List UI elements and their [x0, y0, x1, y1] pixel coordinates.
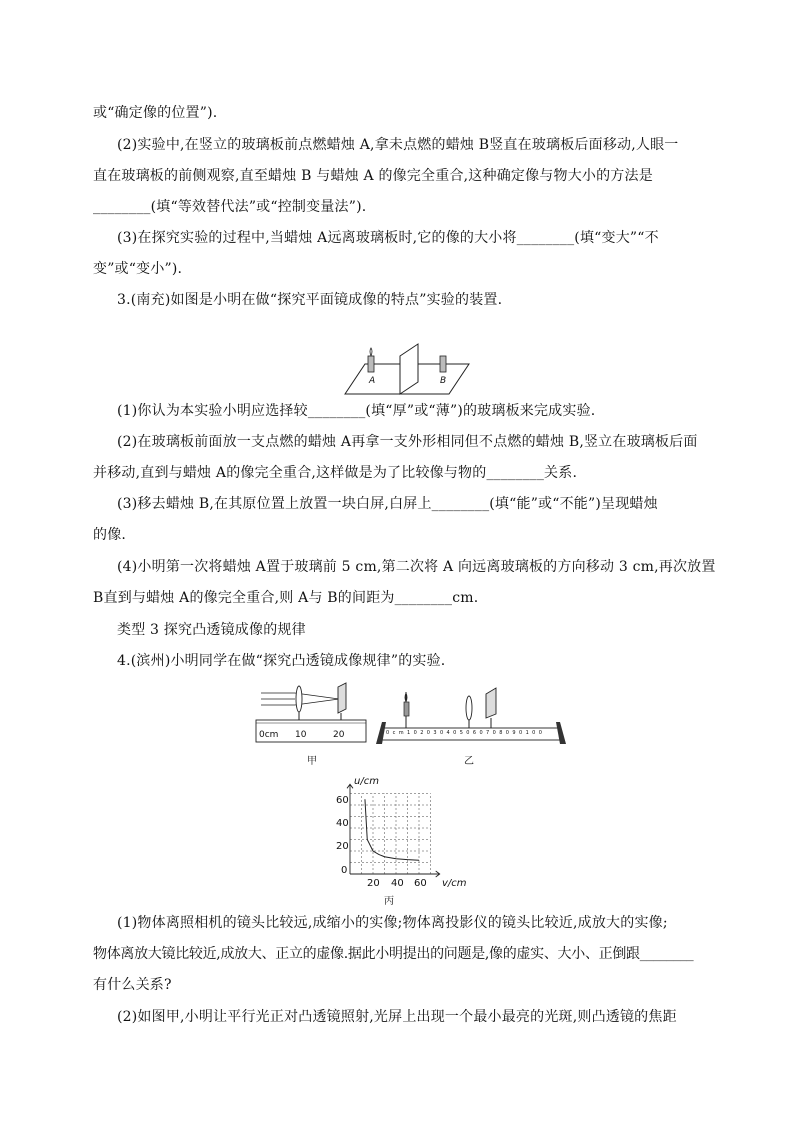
text-line: (3)移去蜡烛 B,在其原位置上放置一块白屏,白屏上________(填“能”或“不能”)呈现蜡烛 — [117, 496, 658, 512]
text-line: (2)如图甲,小明让平行光正对凸透镜照射,光屏上出现一个最小最亮的光斑,则凸透镜的焦距 — [117, 1009, 677, 1025]
candle-b-label: B — [440, 376, 447, 386]
figure-yi — [376, 686, 566, 768]
figure-caption: 乙 — [464, 756, 474, 767]
tick-label: 0cm — [259, 730, 279, 740]
text-line: B直到与蜡烛 A的像完全重合,则 A与 B的间距为________cm. — [93, 590, 479, 606]
text-line: 物体离放大镜比较近,成放大、正立的虚像.据此小明提出的问题是,像的虚实、大小、正倒跟________ — [93, 946, 694, 962]
text-line: (2)在玻璃板前面放一支点燃的蜡烛 A再拿一支外形相同但不点燃的蜡烛 B,竖立在玻璃板后面 — [117, 434, 698, 450]
y-tick: 20 — [336, 841, 349, 852]
text-line: 有什么关系? — [93, 977, 172, 993]
text-line: (1)你认为本实验小明应选择较________(填“厚”或“薄”)的玻璃板来完成实验. — [117, 403, 596, 419]
text-line: 直在玻璃板的前侧观察,直至蜡烛 B 与蜡烛 A 的像完全重合,这种确定像与物大小的方法是 — [93, 168, 653, 184]
text-line: 或“确定像的位置”). — [93, 105, 218, 121]
tick-label: 10 — [295, 730, 307, 740]
x-axis — [350, 871, 440, 877]
mirror-apparatus-figure — [342, 338, 472, 400]
text-line: 变”或“变小”). — [93, 261, 183, 277]
x-tick: 60 — [414, 878, 427, 889]
x-axis-label: v/cm — [442, 878, 467, 889]
x-tick: 40 — [391, 878, 404, 889]
text-line: 4.(滨州)小明同学在做“探究凸透镜成像规律”的实验. — [117, 653, 446, 669]
figure-bing-chart — [330, 774, 470, 907]
section-heading: 类型 3 探究凸透镜成像的规律 — [117, 622, 306, 638]
text-line: (4)小明第一次将蜡烛 A置于玻璃前 5 cm,第二次将 A 向远离玻璃板的方向移动 3 cm,再次放置 — [117, 559, 716, 575]
figure-jia — [255, 680, 367, 768]
text-line: ________(填“等效替代法”或“控制变量法”). — [93, 199, 367, 215]
text-line: 3.(南充)如图是小明在做“探究平面镜成像的特点”实验的装置. — [117, 292, 503, 308]
text-line: (2)实验中,在竖立的玻璃板前点燃蜡烛 A,拿未点燃的蜡烛 B竖直在玻璃板后面移动,人眼一 — [117, 137, 679, 153]
y-axis-label: u/cm — [354, 776, 379, 787]
text-line: (1)物体离照相机的镜头比较远,成缩小的实像;物体离投影仪的镜头比较近,成放大的实像; — [117, 915, 668, 931]
candle-a-label: A — [369, 376, 376, 386]
tick-label: 20 — [333, 730, 345, 740]
y-tick: 60 — [336, 795, 349, 806]
y-tick: 40 — [336, 818, 349, 829]
text-line: 的像. — [93, 527, 127, 543]
figure-caption: 甲 — [307, 756, 317, 767]
figure-caption: 丙 — [384, 896, 394, 907]
text-line: (3)在探究实验的过程中,当蜡烛 A远离玻璃板时,它的像的大小将________(填“变大”“不 — [117, 230, 659, 246]
x-tick: 20 — [367, 878, 380, 889]
text-line: 并移动,直到与蜡烛 A的像完全重合,这样做是为了比较像与物的________关系. — [93, 465, 578, 481]
uv-chart — [330, 774, 470, 886]
bench-ticks: 0cm102030405060708090100 — [386, 730, 546, 736]
y-tick: 0 — [341, 865, 348, 876]
